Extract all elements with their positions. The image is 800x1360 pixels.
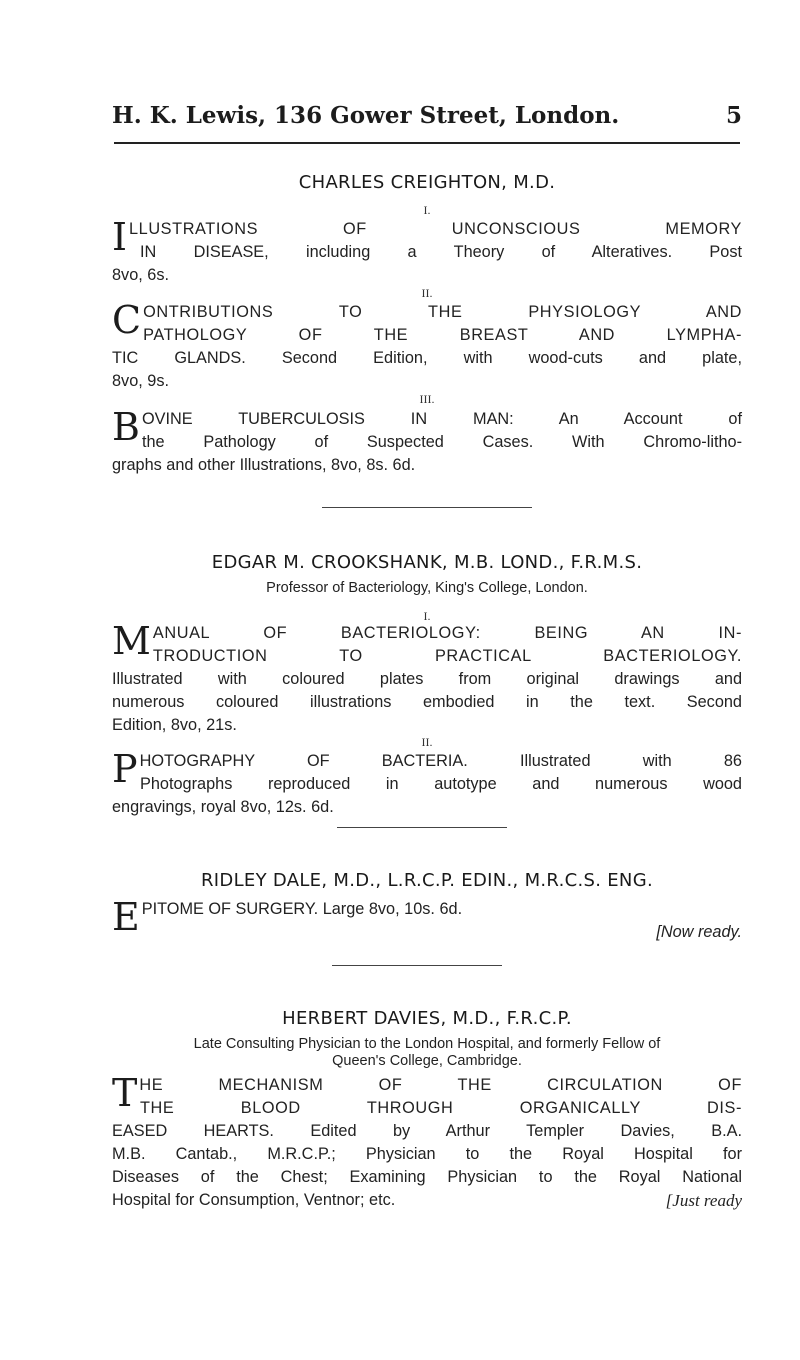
section-divider [332, 965, 502, 966]
drop-cap: C [112, 298, 142, 342]
section-divider [322, 507, 532, 508]
entry-line: LLUSTRATIONS OF UNCONSCIOUS MEMORY [129, 220, 742, 238]
entry-line: engravings, royal 8vo, 12s. 6d. [112, 798, 334, 816]
entry-line: HE MECHANISM OF THE CIRCULATION OF [139, 1076, 742, 1094]
author-affiliation: Queen's College, Cambridge. [332, 1053, 522, 1069]
author-affiliation: Professor of Bacteriology, King's College, London. [266, 580, 588, 596]
entry-line: the Pathology of Suspected Cases. With Chromo-litho- [141, 433, 742, 451]
author-heading: HERBERT DAVIES, M.D., F.R.C.P. [282, 1008, 572, 1029]
entry-line: TIC GLANDS. Second Edition, with wood-cuts and plate, [112, 349, 742, 367]
author-affiliation: Late Consulting Physician to the London Hospital, and formerly Fellow of [193, 1036, 661, 1052]
author-heading: RIDLEY DALE, M.D., L.R.C.P. EDIN., M.R.C.S. ENG. [201, 870, 653, 891]
work-number: II. [421, 735, 433, 749]
work-number: I. [423, 203, 431, 217]
entry-line: Illustrated with coloured plates from original drawings and [112, 670, 742, 688]
running-head-title: H. K. Lewis, 136 Gower Street, London. [112, 102, 620, 129]
drop-cap: E [112, 895, 140, 939]
book-entry [112, 619, 742, 737]
entry-line: ONTRIBUTIONS TO THE PHYSIOLOGY AND [143, 303, 742, 321]
entry-line: TRODUCTION TO PRACTICAL BACTERIOLOGY. [152, 647, 742, 665]
page-number: 5 [725, 102, 742, 129]
drop-cap: B [112, 405, 140, 449]
entry-line: THE BLOOD THROUGH ORGANICALLY DIS- [140, 1099, 742, 1117]
entry-line: IN DISEASE, including a Theory of Alteratives. Post [140, 243, 742, 261]
book-entry [112, 1071, 742, 1212]
book-entry [112, 215, 742, 287]
entry-line: 8vo, 6s. [112, 266, 170, 284]
entry-line: HOTOGRAPHY OF BACTERIA. Illustrated with 86 [139, 752, 742, 770]
author-heading: EDGAR M. CROOKSHANK, M.B. LOND., F.R.M.S. [211, 552, 643, 573]
header-rule [114, 142, 740, 144]
section-divider [337, 827, 507, 828]
entry-line: EASED HEARTS. Edited by Arthur Templer Davies, B.A. [112, 1122, 742, 1140]
entry-line: Photographs reproduced in autotype and numerous wood [140, 775, 742, 793]
entry-line: PATHOLOGY OF THE BREAST AND LYMPHA- [143, 326, 742, 344]
availability-note: [Now ready. [656, 923, 742, 941]
drop-cap: P [112, 747, 138, 791]
entry-line: OVINE TUBERCULOSIS IN MAN: An Account of [141, 410, 742, 428]
entry-line: 8vo, 9s. [112, 372, 170, 390]
author-heading: CHARLES CREIGHTON, M.D. [298, 172, 556, 193]
book-entry [112, 405, 742, 477]
entry-line: Edition, 8vo, 21s. [112, 716, 237, 734]
work-number: II. [421, 286, 433, 300]
running-head [112, 102, 742, 138]
work-number: I. [423, 609, 431, 623]
entry-line: ANUAL OF BACTERIOLOGY: BEING AN IN- [152, 624, 742, 642]
work-number: III. [419, 392, 435, 406]
entry-line: graphs and other Illustrations, 8vo, 8s. 6d. [112, 456, 416, 474]
entry-line: Hospital for Consumption, Ventnor; etc. [112, 1191, 396, 1209]
entry-line: M.B. Cantab., M.R.C.P.; Physician to the Royal Hospital for [112, 1145, 742, 1163]
drop-cap: T [112, 1071, 138, 1115]
book-entry [112, 895, 742, 944]
book-entry [112, 747, 742, 819]
entry-line: Diseases of the Chest; Examining Physician to the Royal National [112, 1168, 742, 1186]
entry-line: PITOME OF SURGERY. Large 8vo, 10s. 6d. [141, 900, 463, 918]
book-entry [112, 298, 742, 393]
entry-line: numerous coloured illustrations embodied in the text. Second [112, 693, 742, 711]
availability-note: [Just ready [665, 1191, 742, 1210]
entry-line-with-note [112, 1189, 742, 1212]
drop-cap: M [112, 619, 151, 663]
drop-cap: I [112, 215, 128, 259]
